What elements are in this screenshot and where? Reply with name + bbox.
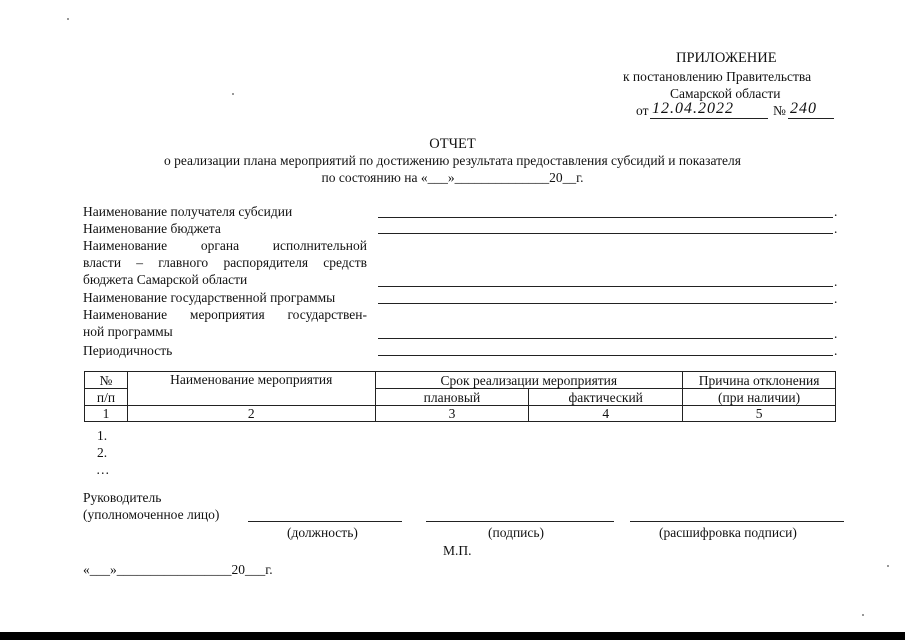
- head-label-line-2: (уполномоченное лицо): [83, 507, 220, 522]
- field-authority-line: [378, 286, 833, 287]
- scan-speck: [862, 614, 864, 616]
- decoding-caption: (расшифровка подписи): [659, 525, 797, 540]
- field-program-dot: .: [834, 291, 838, 306]
- field-recipient-label: Наименование получателя субсидии: [83, 204, 293, 219]
- header-actual: фактический: [529, 389, 683, 406]
- field-program-label: Наименование государственной программы: [83, 290, 336, 305]
- header-term: Срок реализации мероприятия: [375, 372, 683, 389]
- appendix-date-handwritten: 12.04.2022: [652, 100, 734, 117]
- scan-speck: [887, 565, 889, 567]
- header-reason-1: Причина отклонения: [683, 372, 836, 389]
- field-authority-label-line-3: бюджета Самарской области: [83, 272, 248, 287]
- scan-speck: [232, 93, 234, 95]
- appendix-from-label: от: [636, 103, 649, 118]
- list-item: 2.: [97, 445, 108, 460]
- header-event-name: Наименование мероприятия: [127, 372, 375, 406]
- scan-speck: [67, 18, 69, 20]
- col-number-4: 4: [529, 406, 683, 422]
- field-budget-label: Наименование бюджета: [83, 221, 221, 236]
- field-periodicity-label: Периодичность: [83, 343, 173, 358]
- field-event-label-line-1: Наименование мероприятия государствен-: [83, 307, 367, 322]
- footer-date-line: «___»_________________20___г.: [83, 562, 273, 577]
- stamp-label: М.П.: [443, 543, 472, 558]
- col-number-2: 2: [127, 406, 375, 422]
- appendix-number-label: №: [773, 103, 786, 118]
- head-label-line-1: Руководитель: [83, 490, 162, 505]
- col-number-3: 3: [375, 406, 529, 422]
- appendix-number-handwritten: 240: [790, 100, 817, 117]
- list-item: 1.: [97, 428, 108, 443]
- report-subtitle-line-1: о реализации плана мероприятий по достижению результата предоставления субсидий и показателя: [164, 153, 741, 168]
- field-event-label-line-2: ной программы: [83, 324, 173, 339]
- appendix-number-underline: [788, 118, 834, 119]
- field-recipient-line: [378, 217, 833, 218]
- col-number-1: 1: [85, 406, 128, 422]
- field-program-line: [378, 303, 833, 304]
- events-table: [84, 371, 836, 422]
- col-number-5: 5: [683, 406, 836, 422]
- appendix-date-underline: [650, 118, 768, 119]
- field-periodicity-line: [378, 355, 833, 356]
- field-event-dot: .: [834, 326, 838, 341]
- scan-bottom-edge: [0, 632, 905, 640]
- list-item: …: [96, 462, 110, 477]
- decoding-line: [630, 521, 844, 522]
- report-subtitle-line-2: по состоянию на «___»______________20__г.: [321, 170, 584, 185]
- appendix-title: ПРИЛОЖЕНИЕ: [676, 50, 777, 66]
- report-title: ОТЧЕТ: [429, 136, 476, 152]
- signature-line: [426, 521, 614, 522]
- header-reason-2: (при наличии): [683, 389, 836, 406]
- header-num-1: №: [85, 372, 128, 389]
- header-planned: плановый: [375, 389, 529, 406]
- signature-caption: (подпись): [488, 525, 545, 540]
- position-caption: (должность): [287, 525, 358, 540]
- field-budget-dot: .: [834, 221, 838, 236]
- field-recipient-dot: .: [834, 204, 838, 219]
- field-budget-line: [378, 233, 833, 234]
- field-authority-label-line-2: власти – главного распорядителя средств: [83, 255, 367, 270]
- appendix-line-1: к постановлению Правительства: [623, 69, 812, 84]
- field-authority-label-line-1: Наименование органа исполнительной: [83, 238, 367, 253]
- field-event-line: [378, 338, 833, 339]
- header-num-2: п/п: [85, 389, 128, 406]
- field-authority-dot: .: [834, 274, 838, 289]
- field-periodicity-dot: .: [834, 343, 838, 358]
- position-line: [248, 521, 402, 522]
- appendix-line-2: Самарской области: [670, 86, 781, 101]
